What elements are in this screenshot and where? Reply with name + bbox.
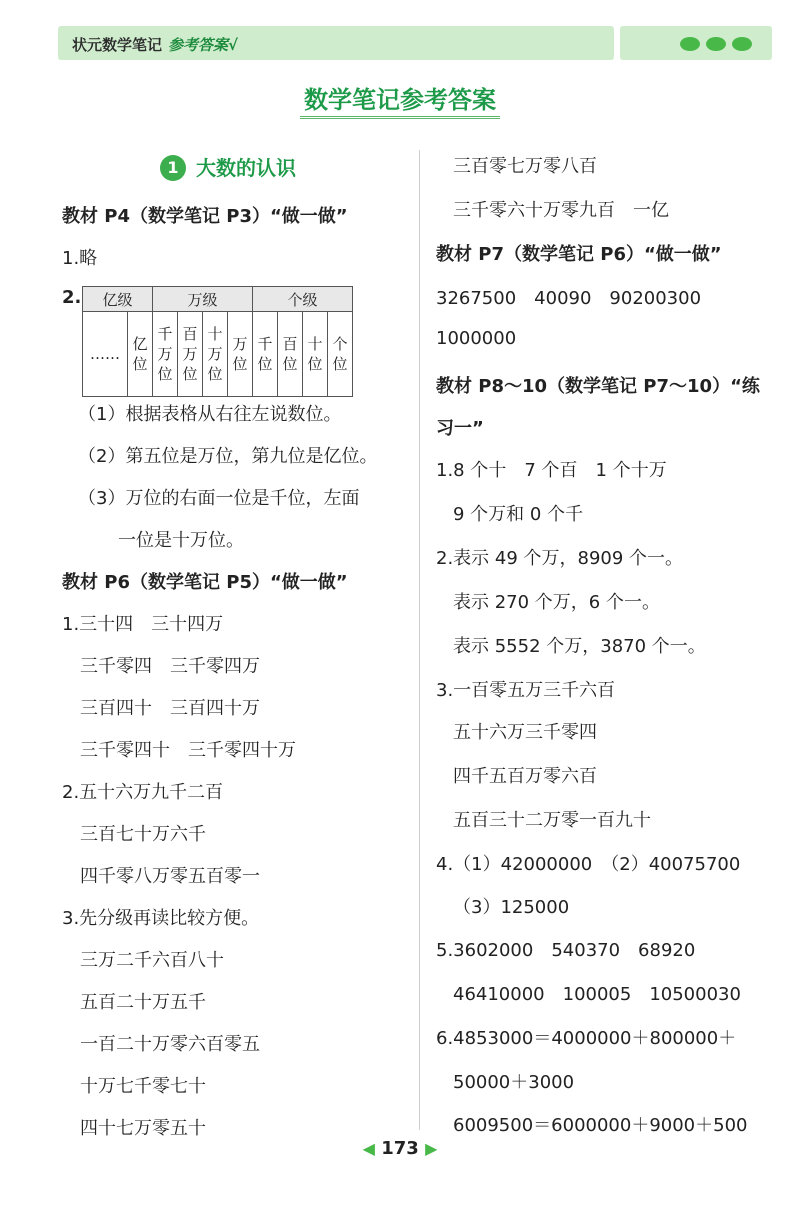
answer-line: 五百三十二万零一百九十 bbox=[453, 810, 651, 831]
answer-line: 三百七十万六千 bbox=[80, 824, 206, 845]
table-cell: 亿位 bbox=[128, 312, 153, 397]
table-cell: 百位 bbox=[278, 312, 303, 397]
header-section: 参考答案√ bbox=[168, 36, 239, 54]
answer-line: 2.表示 49 个万，8909 个一。 bbox=[436, 548, 684, 569]
answer-line: 1.略 bbox=[62, 248, 98, 269]
table-cell: 个位 bbox=[328, 312, 353, 397]
answer-line: 1.8 个十 7 个百 1 个十万 bbox=[436, 460, 667, 481]
decorative-dots bbox=[680, 36, 758, 55]
table-cell: 百万位 bbox=[178, 312, 203, 397]
answer-line: 一位是十万位。 bbox=[118, 530, 244, 551]
exercise-heading: 教材 P6（数学笔记 P5）“做一做” bbox=[62, 572, 348, 593]
dot-icon bbox=[680, 37, 700, 51]
exercise-heading: 教材 P4（数学笔记 P3）“做一做” bbox=[62, 206, 348, 227]
answer-line: 1000000 bbox=[436, 328, 517, 349]
exercise-heading: 教材 P8～10（数学笔记 P7～10）“练 bbox=[436, 376, 760, 397]
page-number bbox=[0, 1138, 800, 1159]
answer-line: （3）万位的右面一位是千位，左面 bbox=[78, 488, 360, 509]
answer-line: 表示 5552 个万，3870 个一。 bbox=[453, 636, 706, 657]
answer-line: 表示 270 个万，6 个一。 bbox=[453, 592, 660, 613]
answer-line: 四千五百万零六百 bbox=[453, 766, 597, 787]
table-cell: …… bbox=[83, 312, 128, 397]
answer-line: 五百二十万五千 bbox=[80, 992, 206, 1013]
section-number-badge: 1 bbox=[160, 155, 186, 181]
dot-icon bbox=[706, 37, 726, 51]
table-cell: 十万位 bbox=[203, 312, 228, 397]
book-name: 状元数学笔记 bbox=[72, 36, 163, 54]
answer-line: 一百二十万零六百零五 bbox=[80, 1034, 260, 1055]
table-cell: 千位 bbox=[253, 312, 278, 397]
answer-line: 三百四十 三百四十万 bbox=[80, 698, 260, 719]
arrow-left-icon: ◀ bbox=[362, 1139, 375, 1158]
answer-line: 46410000 100005 10500030 bbox=[453, 984, 741, 1005]
table-cell: 千万位 bbox=[153, 312, 178, 397]
answer-line: 十万七千零七十 bbox=[80, 1076, 206, 1097]
answer-line: 四千零八万零五百零一 bbox=[80, 866, 260, 887]
answer-line: 五十六万三千零四 bbox=[453, 722, 597, 743]
table-head-wan: 万级 bbox=[153, 287, 253, 312]
column-divider bbox=[419, 150, 420, 1130]
page-title: 数学笔记参考答案 bbox=[0, 80, 800, 115]
table-cell: 十位 bbox=[303, 312, 328, 397]
page-number-text: 173 bbox=[381, 1138, 419, 1159]
answer-line: 50000＋3000 bbox=[453, 1072, 575, 1093]
answer-line: 三千零六十万零九百 一亿 bbox=[453, 200, 669, 221]
section-title: 大数的认识 bbox=[196, 156, 296, 180]
answer-line: 5.3602000 540370 68920 bbox=[436, 940, 696, 961]
answer-line: 三千零四十 三千零四十万 bbox=[80, 740, 296, 761]
exercise-heading-cont: 习一” bbox=[436, 418, 484, 439]
place-value-table bbox=[82, 286, 353, 397]
answer-line: （3）125000 bbox=[453, 897, 570, 918]
answer-line: 四十七万零五十 bbox=[80, 1118, 206, 1139]
arrow-right-icon: ▶ bbox=[425, 1139, 438, 1158]
answer-line: 9 个万和 0 个千 bbox=[453, 504, 584, 525]
exercise-heading: 教材 P7（数学笔记 P6）“做一做” bbox=[436, 244, 722, 265]
answer-line: 3.一百零五万三千六百 bbox=[436, 680, 616, 701]
section-heading bbox=[160, 152, 296, 181]
answer-line: 三万二千六百八十 bbox=[80, 950, 224, 971]
answer-line: 2.五十六万九千二百 bbox=[62, 782, 224, 803]
answer-line: 3267500 40090 90200300 bbox=[436, 288, 702, 309]
answer-line: 6009500＝6000000＋9000＋500 bbox=[453, 1115, 748, 1136]
answer-line: 4.（1）42000000 （2）40075700 bbox=[436, 854, 741, 875]
table-head-ge: 个级 bbox=[253, 287, 353, 312]
table-cell: 万位 bbox=[228, 312, 253, 397]
answer-line: 3.先分级再读比较方便。 bbox=[62, 908, 260, 929]
answer-line: （2）第五位是万位，第九位是亿位。 bbox=[78, 446, 378, 467]
answer-line: 三千零四 三千零四万 bbox=[80, 656, 260, 677]
answer-line: 1.三十四 三十四万 bbox=[62, 614, 224, 635]
answer-line: 6.4853000＝4000000＋800000＋ bbox=[436, 1028, 737, 1049]
running-header bbox=[72, 34, 238, 55]
answer-number: 2. bbox=[62, 287, 82, 308]
answer-line: 三百零七万零八百 bbox=[453, 156, 597, 177]
dot-icon bbox=[732, 37, 752, 51]
answer-line: （1）根据表格从右往左说数位。 bbox=[78, 404, 342, 425]
table-head-yi: 亿级 bbox=[83, 287, 153, 312]
